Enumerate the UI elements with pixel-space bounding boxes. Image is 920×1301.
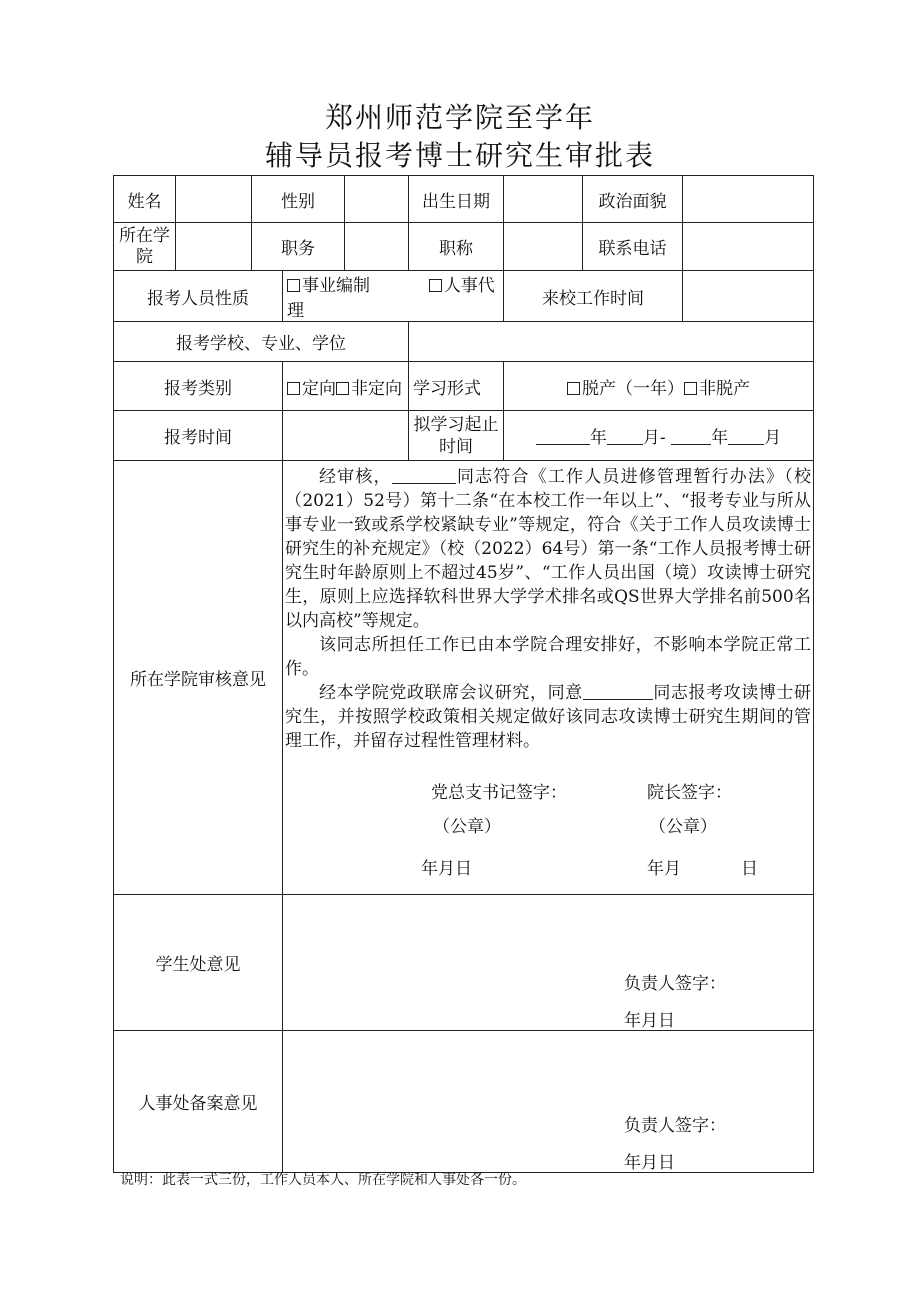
seal-label: （公章） xyxy=(649,817,717,837)
part-time-checkbox[interactable] xyxy=(684,382,697,395)
career-staff-checkbox[interactable] xyxy=(287,279,300,292)
footer-note: 说明：此表一式三份，工作人员本人、所在学院和人事处各一份。 xyxy=(120,1172,526,1188)
year-label: 年 xyxy=(589,428,607,448)
phone-field[interactable] xyxy=(683,223,814,271)
party-secretary-signature-label: 党总支书记签字： xyxy=(431,783,567,803)
date-label: 年月 xyxy=(647,859,681,879)
date-day-label: 日 xyxy=(741,859,758,879)
directed-option: 定向 xyxy=(302,378,336,399)
name-field[interactable] xyxy=(176,176,252,223)
work-start-label: 来校工作时间 xyxy=(504,271,683,322)
review-text: 同志报考攻读博士研究生，并按照学校政策相关规定做好该同志攻读博士研究生期间的管理工作，并留存过程性管理材料。 xyxy=(285,683,811,751)
full-time-checkbox[interactable] xyxy=(567,382,580,395)
form-title-line1: 郑州师范学院至学年 xyxy=(324,101,595,134)
application-type-options xyxy=(283,362,409,411)
name-blank[interactable] xyxy=(392,467,456,484)
non-directed-checkbox[interactable] xyxy=(336,382,349,395)
dean-signature-label: 院长签字： xyxy=(647,783,732,803)
application-time-field[interactable] xyxy=(283,411,409,461)
gender-label: 性别 xyxy=(252,176,345,223)
review-text: 经本学院党政联席会议研究，同意 xyxy=(319,683,583,703)
review-paragraph xyxy=(285,681,811,753)
directed-checkbox[interactable] xyxy=(287,382,300,395)
review-text: 经审核， xyxy=(319,467,392,487)
form-title-line2: 辅导员报考博士研究生审批表 xyxy=(264,139,655,172)
birth-date-label: 出生日期 xyxy=(409,176,504,223)
position-label: 职务 xyxy=(252,223,345,271)
responsible-signature-label: 负责人签字： xyxy=(624,1116,726,1136)
title-field[interactable] xyxy=(504,223,583,271)
college-review-content xyxy=(283,461,814,895)
study-form-label: 学习形式 xyxy=(409,362,504,411)
student-office-label: 学生处意见 xyxy=(114,895,283,1031)
title-label: 职称 xyxy=(409,223,504,271)
applicant-nature-label: 报考人员性质 xyxy=(114,271,283,322)
target-school-field[interactable] xyxy=(409,322,814,362)
college-label: 所在学院 xyxy=(114,223,176,271)
hr-office-label: 人事处备案意见 xyxy=(114,1031,283,1173)
application-time-label: 报考时间 xyxy=(114,411,283,461)
college-review-label: 所在学院审核意见 xyxy=(114,461,283,895)
study-period-label: 拟学习起止时间 xyxy=(409,411,504,461)
phone-label: 联系电话 xyxy=(583,223,683,271)
name-label: 姓名 xyxy=(114,176,176,223)
work-start-field[interactable] xyxy=(683,271,814,322)
seal-label: （公章） xyxy=(433,817,501,837)
college-signature-area xyxy=(285,753,811,881)
personnel-agency-checkbox[interactable] xyxy=(429,279,442,292)
gender-field[interactable] xyxy=(345,176,409,223)
student-office-opinion[interactable] xyxy=(283,895,814,1031)
review-text: 同志符合《工作人员进修管理暂行办法》（校（2021）52号）第十二条“在本校工作一年以上”、“报考专业与所从事专业一致或系学校紧缺专业”等规定，符合《关于工作人员攻读博士研究生的补充规定》（校（2022）64号）第一条“工作人员报考博士研究生时年龄原则上不超过45岁”、“工作人员出国（境）攻读博士研究生，原则上应选择软科世界大学学术排名或QS世界大学排名前500名以内高校”等规定。 xyxy=(285,467,811,631)
review-paragraph: 该同志所担任工作已由本学院合理安排好，不影响本学院正常工作。 xyxy=(285,635,811,679)
responsible-signature-label: 负责人签字： xyxy=(624,974,726,994)
date-label: 年月日 xyxy=(624,1153,675,1173)
hr-office-opinion[interactable] xyxy=(283,1031,814,1173)
approval-form-table xyxy=(113,175,814,1173)
applicant-nature-options xyxy=(283,271,504,322)
date-label: 年月日 xyxy=(624,1011,675,1031)
date-label: 年月日 xyxy=(421,859,472,879)
target-school-label: 报考学校、专业、学位 xyxy=(114,322,409,362)
birth-date-field[interactable] xyxy=(504,176,583,223)
month-label: 月 xyxy=(764,428,782,448)
personnel-agency-option: 人事代理 xyxy=(287,276,495,321)
college-field[interactable] xyxy=(176,223,252,271)
political-status-label: 政治面貌 xyxy=(583,176,683,223)
non-directed-option: 非定向 xyxy=(351,378,402,399)
study-form-options xyxy=(504,362,814,411)
political-status-field[interactable] xyxy=(683,176,814,223)
study-period-field[interactable] xyxy=(504,411,814,461)
full-time-option: 脱产（一年） xyxy=(582,378,684,399)
month-label: 月- xyxy=(642,428,666,448)
position-field[interactable] xyxy=(345,223,409,271)
review-paragraph xyxy=(285,465,811,633)
career-staff-option: 事业编制 xyxy=(302,276,370,296)
year-label: 年 xyxy=(711,428,729,448)
name-blank[interactable] xyxy=(583,683,653,700)
application-type-label: 报考类别 xyxy=(114,362,283,411)
part-time-option: 非脱产 xyxy=(699,378,750,399)
